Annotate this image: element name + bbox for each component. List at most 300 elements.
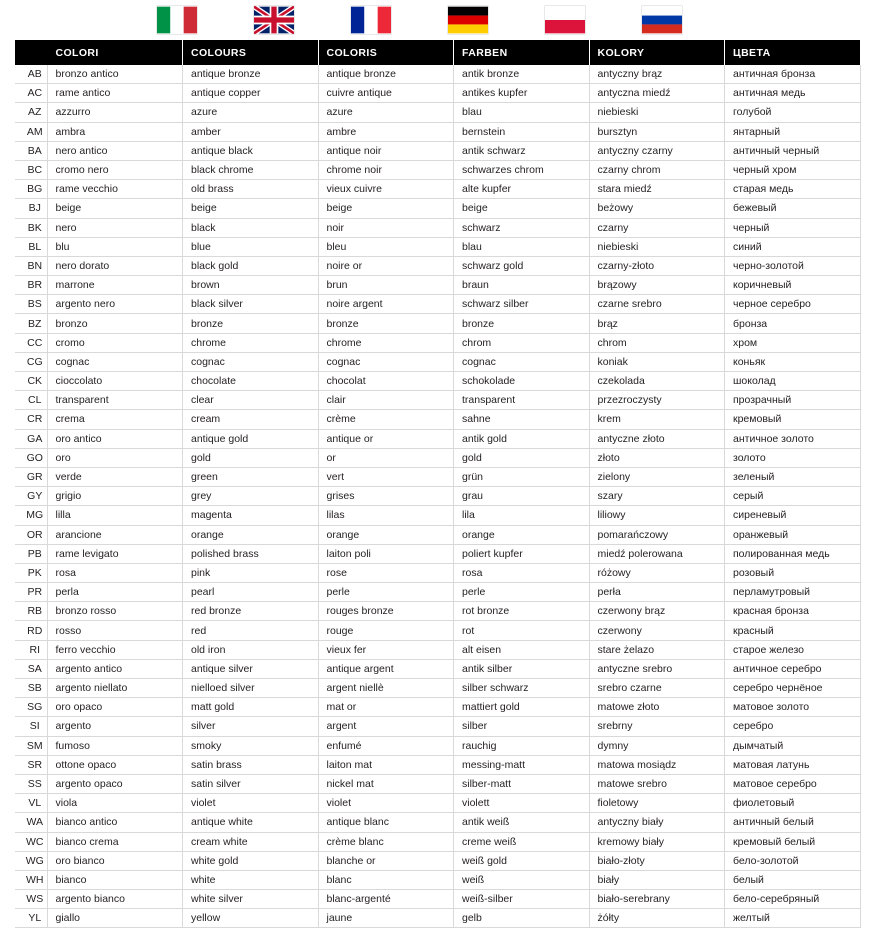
cell-name: голубой bbox=[725, 103, 861, 122]
cell-name: azzurro bbox=[47, 103, 183, 122]
table-row bbox=[15, 487, 860, 506]
cell-name: beige bbox=[454, 199, 590, 218]
cell-name: argento antico bbox=[47, 659, 183, 678]
cell-name: antique silver bbox=[183, 659, 319, 678]
cell-name: weiß bbox=[454, 870, 590, 889]
cell-name: полированная медь bbox=[725, 544, 861, 563]
cell-name: antik schwarz bbox=[454, 141, 590, 160]
cell-name: złoto bbox=[589, 448, 725, 467]
cell-name: cognac bbox=[454, 352, 590, 371]
cell-name: koniak bbox=[589, 352, 725, 371]
cell-name: brun bbox=[318, 276, 454, 295]
cell-name: antique gold bbox=[183, 429, 319, 448]
table-row bbox=[15, 525, 860, 544]
cell-name: argent niellè bbox=[318, 679, 454, 698]
table-row bbox=[15, 391, 860, 410]
cell-name: laiton poli bbox=[318, 544, 454, 563]
cell-code: GY bbox=[15, 487, 47, 506]
cell-name: przezroczysty bbox=[589, 391, 725, 410]
cell-name: фиолетовый bbox=[725, 794, 861, 813]
cell-name: nero dorato bbox=[47, 256, 183, 275]
cell-name: antyczna miedź bbox=[589, 84, 725, 103]
cell-name: azure bbox=[318, 103, 454, 122]
cell-name: gold bbox=[454, 448, 590, 467]
cell-name: transparent bbox=[454, 391, 590, 410]
cell-name: alte kupfer bbox=[454, 180, 590, 199]
table-row bbox=[15, 813, 860, 832]
cell-name: bianco antico bbox=[47, 813, 183, 832]
cell-name: cream white bbox=[183, 832, 319, 851]
table-header bbox=[15, 40, 860, 65]
table-row bbox=[15, 65, 860, 84]
cell-name: schwarz gold bbox=[454, 256, 590, 275]
table-row bbox=[15, 698, 860, 717]
cell-name: antik silber bbox=[454, 659, 590, 678]
cell-code: BC bbox=[15, 160, 47, 179]
cell-code: AM bbox=[15, 122, 47, 141]
column-header-farben: FARBEN bbox=[454, 40, 590, 65]
cell-name: srebrny bbox=[589, 717, 725, 736]
cell-name: античный белый bbox=[725, 813, 861, 832]
cell-name: pearl bbox=[183, 583, 319, 602]
flag-cell-france bbox=[322, 6, 419, 34]
flag-germany-icon bbox=[448, 6, 488, 34]
cell-name: rose bbox=[318, 563, 454, 582]
cell-name: черный хром bbox=[725, 160, 861, 179]
cell-code: BK bbox=[15, 218, 47, 237]
cell-code: BA bbox=[15, 141, 47, 160]
cell-name: perle bbox=[318, 583, 454, 602]
cell-name: white silver bbox=[183, 890, 319, 909]
cell-code: AC bbox=[15, 84, 47, 103]
cell-name: cromo nero bbox=[47, 160, 183, 179]
cell-name: black silver bbox=[183, 295, 319, 314]
cell-name: ottone opaco bbox=[47, 755, 183, 774]
cell-name: enfumé bbox=[318, 736, 454, 755]
cell-name: czarny bbox=[589, 218, 725, 237]
cell-name: laiton mat bbox=[318, 755, 454, 774]
cell-code: SG bbox=[15, 698, 47, 717]
cell-name: antique argent bbox=[318, 659, 454, 678]
flag-france-icon bbox=[351, 6, 391, 34]
table-row bbox=[15, 659, 860, 678]
cell-name: oro bianco bbox=[47, 851, 183, 870]
cell-name: red bronze bbox=[183, 602, 319, 621]
cell-name: silver bbox=[183, 717, 319, 736]
table-row bbox=[15, 180, 860, 199]
cell-name: schwarz silber bbox=[454, 295, 590, 314]
cell-code: CC bbox=[15, 333, 47, 352]
cell-name: czarne srebro bbox=[589, 295, 725, 314]
cell-code: BG bbox=[15, 180, 47, 199]
cell-name: оранжевый bbox=[725, 525, 861, 544]
cell-name: noir bbox=[318, 218, 454, 237]
cell-code: BL bbox=[15, 237, 47, 256]
cell-name: szary bbox=[589, 487, 725, 506]
cell-name: cognac bbox=[183, 352, 319, 371]
cell-name: antique bronze bbox=[183, 65, 319, 84]
cell-code: WH bbox=[15, 870, 47, 889]
cell-name: noire argent bbox=[318, 295, 454, 314]
table-row bbox=[15, 717, 860, 736]
cell-name: bronze bbox=[454, 314, 590, 333]
table-row bbox=[15, 544, 860, 563]
cell-name: перламутровый bbox=[725, 583, 861, 602]
cell-name: weiß-silber bbox=[454, 890, 590, 909]
cell-name: bronzo rosso bbox=[47, 602, 183, 621]
cell-name: schwarz bbox=[454, 218, 590, 237]
cell-name: bursztyn bbox=[589, 122, 725, 141]
cell-name: bronze bbox=[318, 314, 454, 333]
cell-name: ambre bbox=[318, 122, 454, 141]
cell-name: nero antico bbox=[47, 141, 183, 160]
cell-name: schwarzes chrom bbox=[454, 160, 590, 179]
cell-code: SM bbox=[15, 736, 47, 755]
table-row bbox=[15, 870, 860, 889]
cell-name: argento nero bbox=[47, 295, 183, 314]
cell-code: RD bbox=[15, 621, 47, 640]
cell-name: желтый bbox=[725, 909, 861, 928]
cell-name: rame levigato bbox=[47, 544, 183, 563]
cell-name: pomarańczowy bbox=[589, 525, 725, 544]
cell-name: silber schwarz bbox=[454, 679, 590, 698]
table-body bbox=[15, 65, 860, 928]
cell-name: jaune bbox=[318, 909, 454, 928]
cell-name: żółty bbox=[589, 909, 725, 928]
cell-name: красная бронза bbox=[725, 602, 861, 621]
cell-name: розовый bbox=[725, 563, 861, 582]
cell-name: chrome bbox=[183, 333, 319, 352]
cell-name: messing-matt bbox=[454, 755, 590, 774]
cell-name: матовое золото bbox=[725, 698, 861, 717]
cell-name: yellow bbox=[183, 909, 319, 928]
flag-poland-icon bbox=[545, 6, 585, 34]
table-row bbox=[15, 352, 860, 371]
cell-name: mattiert gold bbox=[454, 698, 590, 717]
table-row bbox=[15, 736, 860, 755]
table-header-row bbox=[15, 40, 860, 65]
cell-name: кремовый bbox=[725, 410, 861, 429]
cell-name: серебро bbox=[725, 717, 861, 736]
cell-code: SR bbox=[15, 755, 47, 774]
cell-name: cognac bbox=[318, 352, 454, 371]
column-header-colours: COLOURS bbox=[183, 40, 319, 65]
cell-name: matowa mosiądz bbox=[589, 755, 725, 774]
cell-name: krem bbox=[589, 410, 725, 429]
cell-name: античное серебро bbox=[725, 659, 861, 678]
cell-name: bianco crema bbox=[47, 832, 183, 851]
cell-name: azure bbox=[183, 103, 319, 122]
cell-name: clair bbox=[318, 391, 454, 410]
table-row bbox=[15, 256, 860, 275]
cell-code: SB bbox=[15, 679, 47, 698]
cell-name: шоколад bbox=[725, 372, 861, 391]
cell-name: alt eisen bbox=[454, 640, 590, 659]
cell-name: rot bronze bbox=[454, 602, 590, 621]
cell-name: violet bbox=[183, 794, 319, 813]
cell-code: WG bbox=[15, 851, 47, 870]
cell-name: antik bronze bbox=[454, 65, 590, 84]
cell-name: grigio bbox=[47, 487, 183, 506]
flag-cell-united-kingdom bbox=[225, 6, 322, 34]
cell-name: antique noir bbox=[318, 141, 454, 160]
cell-code: RI bbox=[15, 640, 47, 659]
cell-name: vert bbox=[318, 467, 454, 486]
cell-code: AB bbox=[15, 65, 47, 84]
cell-name: miedź polerowana bbox=[589, 544, 725, 563]
table-row bbox=[15, 794, 860, 813]
cell-name: cognac bbox=[47, 352, 183, 371]
table-row bbox=[15, 602, 860, 621]
cell-name: oro opaco bbox=[47, 698, 183, 717]
table-row bbox=[15, 295, 860, 314]
table-row bbox=[15, 314, 860, 333]
cell-name: черно-золотой bbox=[725, 256, 861, 275]
cell-name: braun bbox=[454, 276, 590, 295]
cell-name: cream bbox=[183, 410, 319, 429]
table-row bbox=[15, 679, 860, 698]
table-row bbox=[15, 640, 860, 659]
cell-name: хром bbox=[725, 333, 861, 352]
cell-name: crème blanc bbox=[318, 832, 454, 851]
table-row bbox=[15, 583, 860, 602]
cell-name: biało-serebrany bbox=[589, 890, 725, 909]
cell-name: gelb bbox=[454, 909, 590, 928]
cell-name: dymny bbox=[589, 736, 725, 755]
cell-name: antyczne złoto bbox=[589, 429, 725, 448]
cell-name: old brass bbox=[183, 180, 319, 199]
table-row bbox=[15, 410, 860, 429]
cell-name: brown bbox=[183, 276, 319, 295]
cell-name: grises bbox=[318, 487, 454, 506]
cell-code: CG bbox=[15, 352, 47, 371]
cell-name: giallo bbox=[47, 909, 183, 928]
cell-name: argento niellato bbox=[47, 679, 183, 698]
cell-code: GO bbox=[15, 448, 47, 467]
cell-name: biało-złoty bbox=[589, 851, 725, 870]
cell-name: grey bbox=[183, 487, 319, 506]
cell-code: SS bbox=[15, 774, 47, 793]
cell-name: clear bbox=[183, 391, 319, 410]
cell-name: violett bbox=[454, 794, 590, 813]
cell-name: antikes kupfer bbox=[454, 84, 590, 103]
column-header-cveta: ЦВЕТА bbox=[725, 40, 861, 65]
cell-name: schokolade bbox=[454, 372, 590, 391]
flags-row bbox=[15, 0, 860, 40]
cell-name: black chrome bbox=[183, 160, 319, 179]
cell-name: cuivre antique bbox=[318, 84, 454, 103]
cell-name: черный bbox=[725, 218, 861, 237]
cell-name: синий bbox=[725, 237, 861, 256]
cell-name: античное золото bbox=[725, 429, 861, 448]
table-row bbox=[15, 909, 860, 928]
cell-code: BS bbox=[15, 295, 47, 314]
cell-name: różowy bbox=[589, 563, 725, 582]
cell-name: old iron bbox=[183, 640, 319, 659]
cell-name: янтарный bbox=[725, 122, 861, 141]
cell-name: бело-золотой bbox=[725, 851, 861, 870]
cell-name: матовая латунь bbox=[725, 755, 861, 774]
cell-name: blu bbox=[47, 237, 183, 256]
cell-name: stara miedź bbox=[589, 180, 725, 199]
cell-code: GR bbox=[15, 467, 47, 486]
cell-name: amber bbox=[183, 122, 319, 141]
cell-name: magenta bbox=[183, 506, 319, 525]
cell-name: silber bbox=[454, 717, 590, 736]
cell-name: bianco bbox=[47, 870, 183, 889]
cell-name: marrone bbox=[47, 276, 183, 295]
cell-name: старое железо bbox=[725, 640, 861, 659]
color-codes-table bbox=[15, 40, 861, 928]
cell-name: прозрачный bbox=[725, 391, 861, 410]
cell-name: matowe srebro bbox=[589, 774, 725, 793]
cell-name: verde bbox=[47, 467, 183, 486]
cell-code: SA bbox=[15, 659, 47, 678]
cell-name: nielloed silver bbox=[183, 679, 319, 698]
cell-name: коньяк bbox=[725, 352, 861, 371]
cell-name: antik gold bbox=[454, 429, 590, 448]
cell-name: blanc-argenté bbox=[318, 890, 454, 909]
cell-code: RB bbox=[15, 602, 47, 621]
cell-name: crema bbox=[47, 410, 183, 429]
table-row bbox=[15, 218, 860, 237]
cell-name: античная медь bbox=[725, 84, 861, 103]
cell-name: bronzo bbox=[47, 314, 183, 333]
cell-name: матовое серебро bbox=[725, 774, 861, 793]
cell-name: lila bbox=[454, 506, 590, 525]
cell-name: rame antico bbox=[47, 84, 183, 103]
cell-name: ambra bbox=[47, 122, 183, 141]
flag-cell-poland bbox=[516, 6, 613, 34]
cell-name: oro antico bbox=[47, 429, 183, 448]
cell-code: WA bbox=[15, 813, 47, 832]
cell-name: black bbox=[183, 218, 319, 237]
cell-name: rame vecchio bbox=[47, 180, 183, 199]
cell-name: polished brass bbox=[183, 544, 319, 563]
cell-code: BN bbox=[15, 256, 47, 275]
cell-name: chrom bbox=[454, 333, 590, 352]
cell-code: MG bbox=[15, 506, 47, 525]
cell-name: blau bbox=[454, 237, 590, 256]
cell-name: nickel mat bbox=[318, 774, 454, 793]
cell-code: BJ bbox=[15, 199, 47, 218]
cell-name: czekolada bbox=[589, 372, 725, 391]
cell-name: красный bbox=[725, 621, 861, 640]
column-header-coloris: COLORIS bbox=[318, 40, 454, 65]
column-header-colori: COLORI bbox=[47, 40, 183, 65]
cell-name: niebieski bbox=[589, 103, 725, 122]
cell-name: red bbox=[183, 621, 319, 640]
cell-name: nero bbox=[47, 218, 183, 237]
cell-code: PR bbox=[15, 583, 47, 602]
cell-name: fumoso bbox=[47, 736, 183, 755]
table-row bbox=[15, 774, 860, 793]
cell-name: argento opaco bbox=[47, 774, 183, 793]
cell-name: bleu bbox=[318, 237, 454, 256]
cell-name: черное серебро bbox=[725, 295, 861, 314]
table-row bbox=[15, 141, 860, 160]
cell-name: ferro vecchio bbox=[47, 640, 183, 659]
cell-name: matt gold bbox=[183, 698, 319, 717]
cell-name: violet bbox=[318, 794, 454, 813]
cell-name: cioccolato bbox=[47, 372, 183, 391]
cell-name: crème bbox=[318, 410, 454, 429]
table-row bbox=[15, 851, 860, 870]
cell-name: rosa bbox=[454, 563, 590, 582]
table-row bbox=[15, 448, 860, 467]
cell-name: кремовый белый bbox=[725, 832, 861, 851]
cell-code: PB bbox=[15, 544, 47, 563]
cell-name: gold bbox=[183, 448, 319, 467]
cell-name: rouge bbox=[318, 621, 454, 640]
flag-united-kingdom-icon bbox=[254, 6, 294, 34]
cell-name: brąz bbox=[589, 314, 725, 333]
cell-code: PK bbox=[15, 563, 47, 582]
cell-name: viola bbox=[47, 794, 183, 813]
cell-name: коричневый bbox=[725, 276, 861, 295]
cell-name: czarny chrom bbox=[589, 160, 725, 179]
cell-name: antique copper bbox=[183, 84, 319, 103]
table-row bbox=[15, 276, 860, 295]
cell-name: античная бронза bbox=[725, 65, 861, 84]
cell-name: старая медь bbox=[725, 180, 861, 199]
cell-name: pink bbox=[183, 563, 319, 582]
cell-name: rouges bronze bbox=[318, 602, 454, 621]
flag-cell-germany bbox=[419, 6, 516, 34]
flag-cell-italy bbox=[128, 6, 225, 34]
cell-name: бело-серебряный bbox=[725, 890, 861, 909]
cell-name: antique bronze bbox=[318, 65, 454, 84]
cell-name: oro bbox=[47, 448, 183, 467]
cell-name: green bbox=[183, 467, 319, 486]
cell-name: blue bbox=[183, 237, 319, 256]
cell-name: arancione bbox=[47, 525, 183, 544]
cell-name: blanche or bbox=[318, 851, 454, 870]
cell-name: beige bbox=[47, 199, 183, 218]
cell-name: perla bbox=[47, 583, 183, 602]
cell-name: chocolate bbox=[183, 372, 319, 391]
cell-name: sahne bbox=[454, 410, 590, 429]
table-row bbox=[15, 832, 860, 851]
cell-name: белый bbox=[725, 870, 861, 889]
cell-name: orange bbox=[183, 525, 319, 544]
cell-code: BR bbox=[15, 276, 47, 295]
cell-name: bronzo antico bbox=[47, 65, 183, 84]
cell-name: antique blanc bbox=[318, 813, 454, 832]
cell-code: CK bbox=[15, 372, 47, 391]
cell-name: black gold bbox=[183, 256, 319, 275]
table-row bbox=[15, 621, 860, 640]
cell-code: YL bbox=[15, 909, 47, 928]
cell-name: сиреневый bbox=[725, 506, 861, 525]
cell-code: BZ bbox=[15, 314, 47, 333]
table-row bbox=[15, 429, 860, 448]
table-row bbox=[15, 237, 860, 256]
cell-name: antyczny biały bbox=[589, 813, 725, 832]
flag-italy-icon bbox=[157, 6, 197, 34]
cell-name: бронза bbox=[725, 314, 861, 333]
table-row bbox=[15, 506, 860, 525]
cell-name: argent bbox=[318, 717, 454, 736]
cell-name: chrom bbox=[589, 333, 725, 352]
cell-name: white bbox=[183, 870, 319, 889]
column-header-code bbox=[15, 40, 47, 65]
cell-name: vieux fer bbox=[318, 640, 454, 659]
cell-name: antique white bbox=[183, 813, 319, 832]
flag-cell-russia bbox=[613, 6, 710, 34]
cell-name: rosso bbox=[47, 621, 183, 640]
cell-code: OR bbox=[15, 525, 47, 544]
